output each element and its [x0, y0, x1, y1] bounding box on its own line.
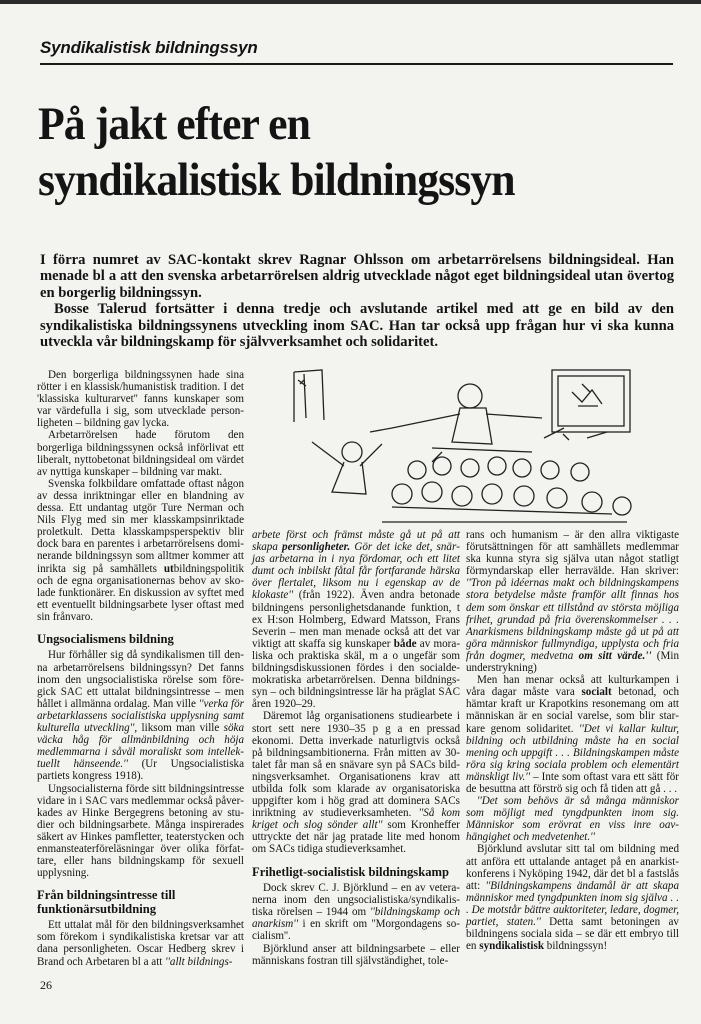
intro-paragraph: I förra numret av SAC-kontakt skrev Ragnar Ohlsson om arbetarrörelsens bildningsideal. Han menade bl a att den svenska arbetarrörelsen aldrig utvecklade något eget bildningsideal utan övertog en borgerlig bildningssyn. — [40, 252, 674, 301]
text-column-3 — [466, 529, 679, 952]
teacher-figure — [370, 384, 542, 462]
body-paragraph — [252, 529, 460, 710]
framed-picture — [544, 370, 630, 440]
header-rule — [40, 63, 673, 65]
page-number: 26 — [40, 978, 52, 992]
student-figure-standing — [312, 442, 382, 494]
emphasized-text: personligheter. — [282, 541, 351, 554]
emphasized-text: både — [393, 637, 417, 650]
emphasized-text: syndikalistisk — [479, 940, 544, 953]
text-run: i en skrift om ''Morgondagens socialism''. — [252, 918, 460, 943]
text-column-2 — [252, 529, 460, 967]
body-paragraph — [37, 478, 244, 623]
subheading: Från bildningsintresse till funktionärsutbildning — [37, 888, 176, 916]
text-column-1 — [37, 369, 244, 968]
text-run: Däremot låg organisationens studiearbete i stort sett nere 1930–35 p g a en pressad ekonomi. Detta inverkade naturligtvis också på bildningsambitionerna. Från mitten av 30-talet får man så en snävare syn på SACs bildningsverksamhet. Organisationens krav att utbilda folk som klarade av organisatoriska uppgifter kom i hög grad att dominera SACs inriktning av studieverksamheten. — [252, 710, 460, 820]
body-paragraph — [37, 429, 244, 477]
text-run: som Kronheffer uttryckte det när jag pratade lite med honom om SACs tidiga studieverksamhet. — [252, 819, 460, 856]
text-run: Men han menar också att kulturkampen i våra dagar måste vara — [466, 674, 679, 699]
text-run: , liksom man ville — [134, 722, 224, 735]
text-run: Svenska folkbildare omfattade oftast någon av dessa inriktningar eller en blandning av dessa. Ett undantag utgör Ture Nerman och Nils Flyg med sin mer klasskampsinriktade proletkult. Detta klasskampsperspektiv blir dock bara en parentes i arbetarrörelsens dominerande bildningssyn som alltmer kommer att inrikta sig på samhällets — [37, 477, 244, 575]
emphasized-text: ''verka för arbetarklassens socialistiska upplysning samt kulturella utveckling'' — [37, 697, 244, 735]
text-run: Den borgerliga bildningssynen hade sina rötter i en klassisk/humanistisk tradition. I det 'klassiska kulturarvet'' fanns kunskaper som var värdefulla i sig, som utvecklade personligheten – bildning gav lycka. — [37, 369, 244, 430]
text-run: Hur förhåller sig då syndikalismen till denna arbetarrörelsens bildningssyn? Det fanns inom den ungsocialistiska rörelse som föregick SAC ett uttalat bildningsintresse – men hållet i allmänna ordalag. Man ville — [37, 649, 244, 710]
body-paragraph — [466, 529, 679, 674]
emphasized-text: Gör det icke det, snärjas arbetarna in i nya fördomar, och ett litet dumt och inbilskt fåtal får fortfarande härska över flertalet, liksom nu i egenskap av de klokaste'' — [252, 541, 460, 602]
body-paragraph — [252, 710, 460, 855]
text-run: bildningssyn! — [544, 940, 608, 953]
classroom-illustration — [282, 362, 644, 527]
emphasized-text: arbete först och främst måste gå ut på att skapa — [252, 529, 460, 554]
emphasized-text: ''Bildningskampens ändamål är att skapa människor med tyngdpunkten inom sig själva . . . De motstår bättre auktoriteter, ledare, dogmer, partiet, staten.'' — [466, 879, 679, 928]
body-paragraph — [466, 843, 679, 952]
text-run: (Min understrykning) — [466, 649, 679, 675]
intro-paragraph: Bosse Talerud fortsätter i denna tredje och avslutande artikel med att ge en bild av den syndikalistiska bildningssynens utveckling inom SAC. Han tar också upp frågan hur vi ska kunna utveckla vår bildningskamp för självverksamhet och solidaritet. — [40, 301, 674, 351]
text-run: Arbetarrörelsen hade förutom den borgerliga bildningssynen också införlivat ett liberalt, nyttobetonat bildningsideal om värdet av nyttiga kunskaper – bildning var makt. — [37, 429, 244, 478]
emphasized-text: socialt — [581, 686, 612, 699]
title-line-2: syndikalistisk bildningssyn — [38, 154, 515, 206]
body-paragraph — [37, 649, 244, 782]
article-intro — [40, 252, 674, 350]
section-label: Syndikalistisk bildningssyn — [40, 38, 258, 57]
emphasized-text: ''Det vi kallar kultur, bildning och utbildning måste ha en social mening och uppgift . . . Bildningskampen måste röra sig kring sociala problem och elementärt mänskligt liv.'' — [466, 722, 679, 783]
text-run: rans och humanism – är den allra viktigaste förutsättningen för att samhällets medlemmar ska kunna styra sig själva utan något statligt förmyndarskap eller herravälde. Han skriver: — [466, 529, 679, 578]
body-paragraph — [252, 882, 460, 942]
text-run: av moraliska och praktiska skäl, m a o ungefär som bildningsdiskussionen fördes i den socialdemokratiska arbetarrörelsen. Denna bildningssyn – och bildningsintresse lär ha präglat SAC åren 1920–29. — [252, 637, 461, 711]
text-run: Björklund avslutar sitt tal om bildning med att anföra ett uttalande antaget på en anarkistkonferens i Nyköping 1942, där det bl a fastslås att: — [466, 843, 679, 892]
emphasized-text: om sitt värde.'' — [578, 649, 652, 662]
scan-top-edge — [0, 0, 701, 4]
emphasized-text: ''Så kom kriget och slog sönder allt'' — [252, 807, 460, 832]
body-paragraph — [252, 943, 460, 967]
emphasized-text: ut — [163, 562, 174, 575]
emphasized-text: ''allt bildnings- — [165, 955, 233, 968]
emphasized-text: ''Det som behövs är så många människor som möjligt med tyngdpunkten inom sig. Människor som erövrat en viss inre oavhängighet och medvetenhet.'' — [466, 795, 679, 844]
body-paragraph — [37, 369, 244, 429]
window-sketch — [294, 370, 324, 422]
emphasized-text: söka väcka håg för allmänbildning och höja medlemmarna i såväl moraliskt som intellektuellt hänseende.'' — [37, 722, 245, 771]
body-paragraph — [466, 795, 679, 843]
audience-heads — [382, 457, 631, 522]
text-run: betonad, och hämtar kraft ur Krapotkins resonemang om att människan är en social varelse, som blir starkare genom solidaritet. — [466, 686, 679, 735]
body-paragraph — [37, 783, 244, 880]
subheading: Frihetligt-socialistisk bildningskamp — [252, 864, 449, 879]
emphasized-text: ''bildningskamp och anarkism'' — [252, 906, 460, 931]
text-run: Björklund anser att bildningsarbete – eller människans fostran till självständighet, tole- — [252, 942, 460, 967]
emphasized-text: ''Tron på idéernas makt och bildningskampens stora betydelse måste framför allt finnas hos dem som önskar ett tillstånd av största möjliga frihet, grundad på fria överenskommelser . . . Anarkismens bildningskamp måste gå ut på att göra människor fullmyndiga, upplysta och fria från dogmer, medvetna — [466, 577, 679, 662]
subheading: Ungsocialismens bildning — [37, 631, 174, 646]
text-run: Detta samt betoningen av bildningens sociala sida – se där ett embryo till en — [466, 916, 679, 953]
article-title — [38, 96, 515, 208]
text-run: (från 1922). Även andra betonade bildningens personlighetsdanande funktion, t ex H:son Holmberg, Edward Matsson, Frans Severin – men man menade också att det var viktigt att skaffa sig kunskaper — [252, 589, 460, 650]
body-paragraph — [466, 674, 679, 795]
text-run: Ungsocialisterna förde sitt bildningsintresse vidare in i SAC vars medlemmar också påverkades av Hinke Bergegrens betoning av studier och bildningsarbete. Många inspirerades säkert av Hinkes pamfletter, teaterstycken och enmansteaterföreläsningar över olika författare, eller hans bildningskamp för sexuell upplysning. — [37, 782, 244, 880]
body-paragraph — [37, 919, 244, 967]
title-line-1: På jakt efter en — [38, 98, 310, 150]
text-run: Ett uttalat mål för den bildningsverksamhet som förekom i syndikalistiska kretsar var att dana personligheten. Oscar Hedberg skrev i Brand och Arbetaren bl a att — [37, 919, 244, 968]
text-run: bildningspolitik och de egna organisationernas behov av skolade funktionärer. En diskussion av syftet med ett eventuellt bildningsarbete lyser oftast med sin frånvaro. — [37, 562, 244, 623]
text-run: (Ur Ungsocialistiska partiets kongress 1918). — [37, 758, 245, 783]
text-run: Dock skrev C. J. Björklund – en av veteranerna inom den ungsocialistiska/syndikalistiska rörelsen – 1944 om — [252, 882, 460, 919]
text-run: – Inte som oftast vara ett sätt för de besuttna att förströ sig och få tiden att gå . . . — [466, 770, 680, 795]
